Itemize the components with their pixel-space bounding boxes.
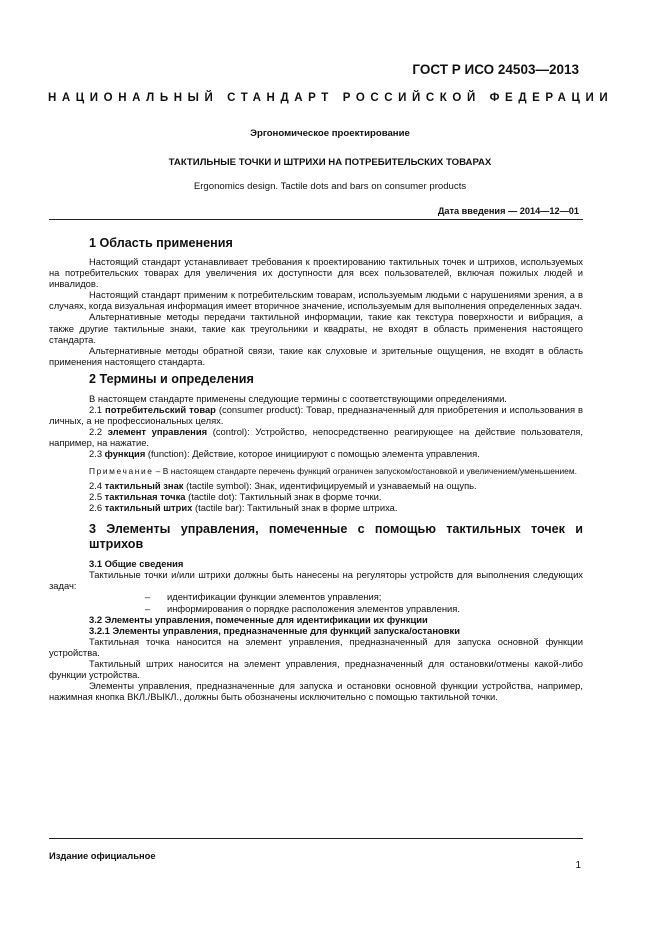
- term-definition: (tactile bar): Тактильный знак в форме штриха.: [192, 502, 398, 514]
- note-text: – В настоящем стандарте перечень функций ограничен запуском/остановкой и увеличением/уменьшением.: [153, 465, 577, 476]
- document-body: [49, 236, 583, 702]
- subsection-3-2-1-paragraph-2: Тактильный штрих наносится на элемент управления, предназначенный для остановки/отмены какой-либо функции устройства.: [49, 658, 583, 681]
- term-name: потребительский товар: [105, 404, 216, 416]
- term-2-2: [49, 426, 583, 448]
- term-definition: (function): Действие, которое инициируют с помощью элемента управления.: [145, 448, 480, 460]
- subsection-3-2-1-heading: 3.2.1 Элементы управления, предназначенные для функций запуска/остановки: [89, 624, 460, 636]
- subject-line: Эргономическое проектирование: [250, 128, 410, 139]
- dash-bullet: –: [145, 591, 151, 603]
- edition-label: Издание официальное: [49, 850, 156, 861]
- term-2-6: [49, 502, 583, 513]
- list-item-text: идентификации функции элементов управления;: [167, 591, 382, 603]
- term-name: функция: [104, 448, 146, 460]
- term-definition: (tactile symbol): Знак, идентифицируемый и узнаваемый на ощупь.: [183, 479, 477, 491]
- document-id: ГОСТ Р ИСО 24503—2013: [412, 62, 579, 77]
- term-number: 2.5: [89, 491, 105, 502]
- term-number: 2.1: [89, 404, 106, 416]
- section-3-heading: 3 Элементы управления, помеченные с помощью тактильных точек и штрихов: [89, 522, 583, 552]
- list-item: [49, 591, 583, 602]
- introduction-date: Дата введения — 2014—12—01: [437, 206, 579, 216]
- term-definition: (control): Устройство, непосредственно реагирующее на действие пользователя, например, на нажатие.: [49, 426, 583, 449]
- subsection-3-1-heading: 3.1 Общие сведения: [89, 558, 184, 570]
- section-2-heading: 2 Термины и определения: [89, 371, 254, 386]
- term-2-5: [49, 491, 583, 502]
- list-item-text: информирования о порядке расположения элементов управления.: [167, 602, 460, 614]
- list-item: [49, 603, 583, 614]
- subsection-3-1-paragraph: Тактильные точки и/или штрихи должны быть нанесены на регуляторы устройств для выполнения следующих задач:: [49, 569, 583, 592]
- term-definition: (consumer product): Товар, предназначенный для приобретения и использования в личных, а не профессиональных целях.: [49, 404, 584, 427]
- section-1-heading: 1 Область применения: [89, 236, 233, 250]
- term-name: тактильный штрих: [104, 502, 193, 514]
- term-2-3: [49, 448, 583, 459]
- term-name: элемент управления: [107, 426, 208, 438]
- section-2-intro: В настоящем стандарте применены следующие термины с соответствующими определениями.: [89, 392, 507, 404]
- term-number: 2.6: [89, 502, 105, 514]
- header-divider: [49, 219, 583, 220]
- national-standard-banner: НАЦИОНАЛЬНЫЙ СТАНДАРТ РОССИЙСКОЙ ФЕДЕРАЦИИ: [48, 92, 614, 104]
- term-number: 2.3: [89, 448, 105, 460]
- note-label: Примечание: [89, 465, 154, 476]
- english-title: Ergonomics design. Tactile dots and bars on consumer products: [193, 181, 467, 192]
- term-number: 2.4: [89, 479, 105, 491]
- subsection-3-2-1-paragraph-1: Тактильная точка наносится на элемент управления, предназначенный для запуска основной функции устройства.: [49, 635, 583, 658]
- section-1-paragraph-4: Альтернативные методы обратной связи, такие как слуховые и зрительные ощущения, не входят в область применения настоящего стандарта.: [49, 344, 583, 367]
- term-number: 2.2: [89, 426, 108, 438]
- section-1-paragraph-1: Настоящий стандарт устанавливает требования к проектированию тактильных точек и штрихов, используемых на потребительских товарах для увеличения их доступности для всех пользователей, включая пожилых людей и инвалидов.: [49, 256, 583, 290]
- term-2-1: [49, 404, 583, 426]
- section-1-paragraph-3: Альтернативные методы передачи тактильной информации, такие как текстура поверхности и вибрация, а также другие тактильные знаки, такие как треугольники и квадраты, не входят в область применения настоящего стандарта.: [49, 311, 583, 345]
- standard-title: ТАКТИЛЬНЫЕ ТОЧКИ И ШТРИХИ НА ПОТРЕБИТЕЛЬСКИХ ТОВАРАХ: [168, 157, 492, 168]
- term-definition: (tactile dot): Тактильный знак в форме точки.: [185, 491, 382, 502]
- terms-note: [49, 460, 583, 480]
- term-2-4: [49, 480, 583, 491]
- subsection-3-2-1-paragraph-3: Элементы управления, предназначенные для запуска и остановки основной функции устройства, например, нажимная кнопка ВКЛ./ВЫКЛ., должны быть обозначены исключительно с помощью тактильной точки.: [49, 680, 583, 703]
- term-name: тактильная точка: [104, 491, 186, 502]
- dash-bullet: –: [145, 602, 151, 614]
- subsection-3-2-heading: 3.2 Элементы управления, помеченные для идентификации их функции: [89, 613, 428, 625]
- term-name: тактильный знак: [104, 479, 184, 491]
- page-number: 1: [575, 860, 581, 871]
- footer-divider: [49, 838, 583, 839]
- section-1-paragraph-2: Настоящий стандарт применим к потребительским товарам, используемым людьми с нарушениями зрения, а в случаях, когда визуальная информация имеет вторичное значение, используемым для выполнения определенных задач.: [49, 289, 583, 312]
